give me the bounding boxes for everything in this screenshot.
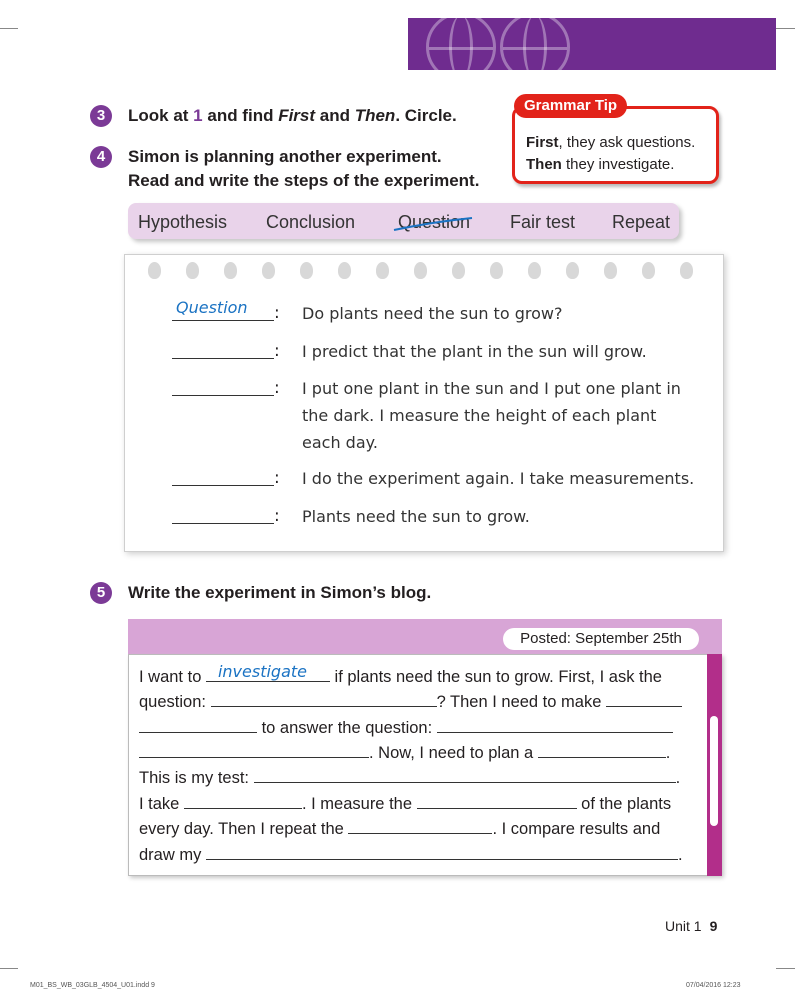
blog-blank[interactable]: [211, 690, 437, 707]
grammar-tip-label: Grammar Tip: [514, 94, 627, 118]
crop-mark: [0, 28, 18, 29]
exercise-5-instruction: Write the experiment in Simon’s blog.: [128, 583, 432, 602]
blog-blank[interactable]: [348, 817, 492, 834]
crop-mark: [0, 968, 18, 969]
word-repeat[interactable]: Repeat: [612, 212, 671, 232]
answer-blank[interactable]: [172, 340, 274, 359]
answer-blank[interactable]: [172, 377, 274, 396]
answer-blank[interactable]: [172, 298, 274, 321]
exercise-number-5: 5: [90, 582, 112, 604]
blog-blank[interactable]: [417, 792, 577, 809]
exercise-3-instruction: Look at 1 and find First and Then. Circle.: [128, 106, 457, 125]
blog-blank[interactable]: [606, 690, 682, 707]
word-conclusion[interactable]: Conclusion: [266, 212, 356, 232]
colon: :: [274, 468, 280, 488]
blog-blank[interactable]: [206, 843, 678, 860]
blog-line: I take . I measure the of the plants: [139, 792, 671, 817]
step-text: I predict that the plant in the sun will grow.: [302, 342, 647, 361]
blog-answer: investigate: [217, 662, 307, 681]
binder-hole: [338, 262, 351, 279]
binder-hole: [300, 262, 313, 279]
answer-text: Question: [176, 298, 248, 317]
blog-line: every day. Then I repeat the . I compare results and: [139, 817, 660, 842]
word-fair-test[interactable]: Fair test: [510, 212, 576, 232]
blog-line: This is my test: .: [139, 766, 680, 791]
blog-blank[interactable]: [206, 662, 330, 682]
cross-out-mark: [392, 214, 476, 234]
step-text: the dark. I measure the height of each plant: [302, 406, 657, 425]
blog-blank[interactable]: [254, 766, 676, 783]
page-number: 9: [709, 918, 718, 934]
posted-date: Posted: September 25th: [503, 628, 699, 650]
blog-scrollbar-thumb[interactable]: [710, 716, 718, 826]
binder-hole: [680, 262, 693, 279]
colon: :: [274, 506, 280, 526]
binder-hole: [262, 262, 275, 279]
binder-hole: [224, 262, 237, 279]
binder-hole: [376, 262, 389, 279]
header-banner: [408, 18, 776, 70]
blog-blank[interactable]: [184, 792, 302, 809]
word-hypothesis[interactable]: Hypothesis: [138, 212, 228, 232]
word-question-crossed[interactable]: Question: [398, 212, 471, 232]
exercise-number-3: 3: [90, 105, 112, 127]
blog-blank[interactable]: [139, 741, 369, 758]
step-text: I put one plant in the sun and I put one plant in: [302, 379, 681, 398]
blog-blank[interactable]: [139, 716, 257, 733]
step-text: Do plants need the sun to grow?: [302, 304, 563, 323]
binder-hole: [604, 262, 617, 279]
binder-hole: [528, 262, 541, 279]
blog-line: . Now, I need to plan a .: [139, 741, 670, 766]
crop-mark: [776, 968, 795, 969]
colon: :: [274, 378, 280, 398]
unit-label: Unit 1: [665, 918, 702, 934]
blog-blank[interactable]: [538, 741, 666, 758]
grammar-tip-text: First, they ask questions. Then they investigate.: [526, 134, 696, 173]
blog-line: I want to investigate if plants need the sun to grow. First, I ask the: [139, 665, 662, 690]
step-text: each day.: [302, 433, 378, 452]
globe-icon: [500, 18, 570, 70]
binder-hole: [452, 262, 465, 279]
crop-mark: [776, 28, 795, 29]
binder-hole: [186, 262, 199, 279]
print-slug-right: 07/04/2016 12:23: [686, 982, 741, 989]
exercise-4-instruction: Simon is planning another experiment. Read and write the steps of the experiment.: [128, 147, 480, 190]
step-text: Plants need the sun to grow.: [302, 507, 530, 526]
exercise-number-4: 4: [90, 146, 112, 168]
answer-blank[interactable]: [172, 467, 274, 486]
step-text: I do the experiment again. I take measurements.: [302, 469, 695, 488]
answer-blank[interactable]: [172, 505, 274, 524]
binder-hole: [414, 262, 427, 279]
colon: :: [274, 341, 280, 361]
binder-hole: [490, 262, 503, 279]
blog-line: draw my .: [139, 843, 683, 868]
page-footer: [665, 918, 717, 934]
print-slug-left: M01_BS_WB_03GLB_4504_U01.indd 9: [30, 982, 155, 989]
blog-line: question: ? Then I need to make: [139, 690, 682, 715]
binder-hole: [566, 262, 579, 279]
globe-icon: [426, 18, 496, 70]
binder-hole: [148, 262, 161, 279]
blog-blank[interactable]: [437, 716, 673, 733]
blog-line: to answer the question:: [139, 716, 673, 741]
binder-hole: [642, 262, 655, 279]
colon: :: [274, 303, 280, 323]
